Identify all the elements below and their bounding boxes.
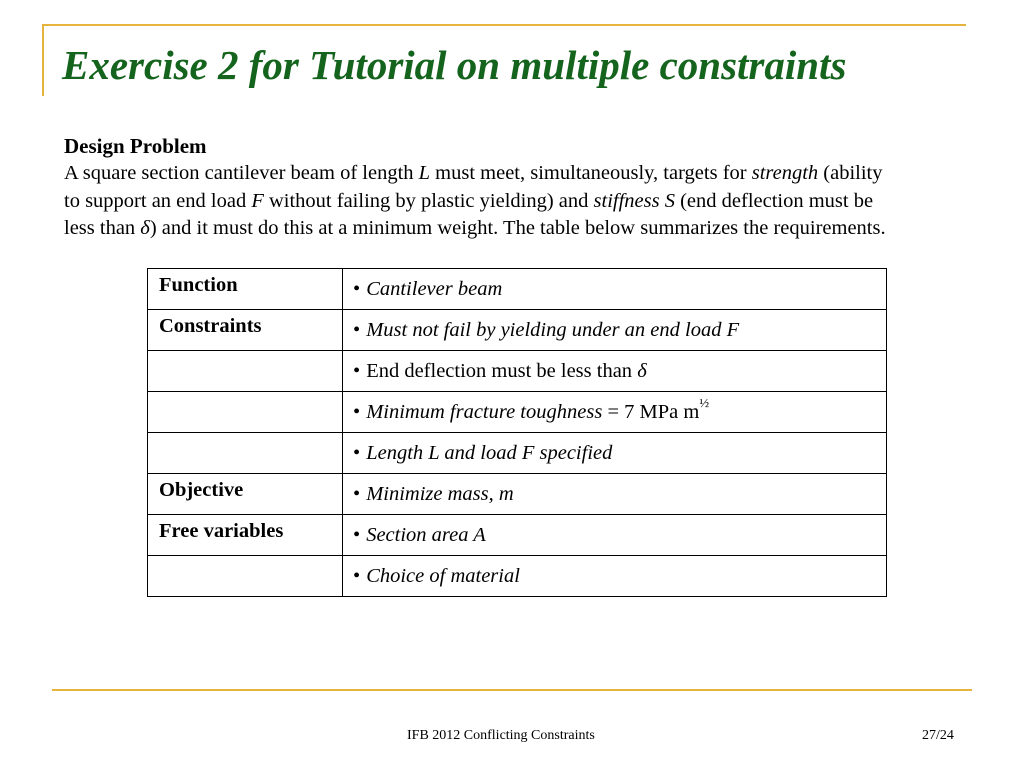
row-label bbox=[148, 556, 343, 597]
row-value: • Minimize mass, m bbox=[343, 474, 887, 515]
problem-line-3: less than δ) and it must do this at a minimum weight. The table below summarizes the requirements. bbox=[64, 217, 886, 239]
table-row bbox=[148, 556, 887, 597]
row-label: Objective bbox=[148, 474, 343, 515]
table-row bbox=[148, 433, 887, 474]
footer-caption: IFB 2012 Conflicting Constraints bbox=[407, 728, 595, 743]
table-row bbox=[148, 310, 887, 351]
row-label: Function bbox=[148, 269, 343, 310]
problem-line-1: A square section cantilever beam of length L must meet, simultaneously, targets for strength (ability bbox=[64, 162, 883, 184]
row-value: • Cantilever beam bbox=[343, 269, 887, 310]
design-problem-text bbox=[64, 160, 1012, 243]
table-row bbox=[148, 515, 887, 556]
problem-line-2: to support an end load F without failing by plastic yielding) and stiffness S (end deflection must be bbox=[64, 189, 874, 212]
row-label: Free variables bbox=[148, 515, 343, 556]
row-value: • Choice of material bbox=[343, 556, 887, 597]
row-value: • Must not fail by yielding under an end load F bbox=[343, 310, 887, 351]
design-problem-heading: Design Problem bbox=[64, 134, 207, 158]
page-number: 27/24 bbox=[922, 728, 954, 743]
table-row bbox=[148, 474, 887, 515]
slide-title: Exercise 2 for Tutorial on multiple constraints bbox=[62, 42, 847, 88]
requirements-table bbox=[147, 268, 887, 597]
table-row bbox=[148, 269, 887, 310]
row-value: • Section area A bbox=[343, 515, 887, 556]
row-label bbox=[148, 392, 343, 433]
row-value: • End deflection must be less than δ bbox=[343, 351, 887, 392]
table-row bbox=[148, 392, 887, 433]
row-label bbox=[148, 351, 343, 392]
row-value: • Length L and load F specified bbox=[343, 433, 887, 474]
table-row bbox=[148, 351, 887, 392]
delta-symbol: δ bbox=[637, 359, 647, 382]
half-exponent: ½ bbox=[699, 394, 710, 410]
row-label bbox=[148, 433, 343, 474]
footer-divider bbox=[52, 689, 972, 691]
row-label: Constraints bbox=[148, 310, 343, 351]
row-value: • Minimum fracture toughness = 7 MPa $m^{\frac{1}{2}}$ bbox=[343, 392, 887, 433]
